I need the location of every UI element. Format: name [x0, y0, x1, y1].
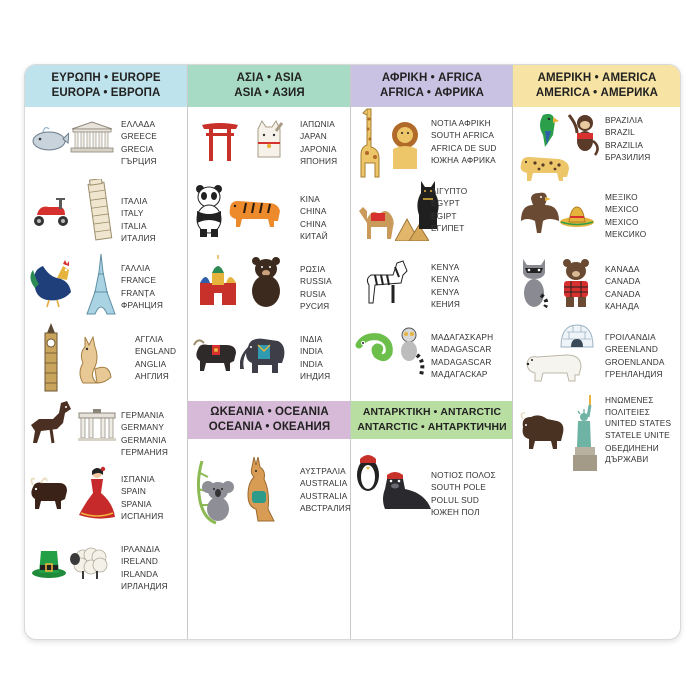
entry-greece — [25, 113, 187, 173]
name-greek: ΒΡΑΖΙΛΙΑ — [605, 115, 643, 125]
name-bulgarian: ИНДИЯ — [300, 370, 331, 381]
bear-icon — [559, 257, 593, 309]
name-romanian: GERMANIA — [121, 434, 167, 445]
jaguar-icon — [517, 151, 573, 183]
names-canada — [605, 263, 640, 312]
name-english: SOUTH AFRICA — [431, 130, 495, 141]
name-romanian: SPANIA — [121, 498, 152, 509]
continents-chart — [24, 64, 681, 640]
name-romanian: FRANȚA — [121, 287, 156, 298]
name-english: FRANCE — [121, 275, 157, 286]
name-english: MADAGASCAR — [431, 344, 492, 355]
name-romanian: CHINA — [300, 218, 327, 229]
names-kenya — [431, 261, 460, 310]
name-bulgarian: ГЪРЦИЯ — [121, 155, 157, 166]
header-line1: ΑΝΤΑΡΚΤΙΚΗ • ANTARCTIC — [362, 407, 502, 418]
header-antarctic — [351, 401, 513, 439]
name-greek: ΚΕΝΥΑ — [431, 262, 460, 272]
name-romanian: GRECIA — [121, 143, 154, 154]
header-europe — [25, 65, 187, 107]
name-romanian: CANADA — [605, 288, 641, 299]
names-egypt — [431, 185, 467, 234]
raccoon-icon — [519, 257, 549, 309]
name-greek: ΓΑΛΛΙΑ — [121, 263, 151, 273]
name-bulgarian: МАДАГАСКАР — [431, 368, 488, 379]
lemur-icon — [395, 327, 425, 377]
header-africa — [351, 65, 513, 107]
name-bulgarian: ГРЕНЛАНДИЯ — [605, 368, 663, 379]
names-united-states — [605, 395, 671, 466]
column-europe — [25, 65, 187, 639]
torii-gate-icon — [202, 121, 238, 161]
name-greek: ΑΙΓΥΠΤΟ — [431, 186, 468, 196]
flamenco-dancer-icon — [77, 465, 117, 521]
entry-italy — [25, 177, 187, 247]
name-bulgarian: АНГЛИЯ — [135, 370, 169, 381]
name-greek: ΡΩΣΙΑ — [300, 264, 326, 274]
name-romanian: INDIA — [300, 358, 323, 369]
name-english: MEXICO — [605, 204, 639, 215]
name-greek: ΑΥΣΤΡΑΛΙΑ — [300, 466, 346, 476]
header-line2: ANTARCTIC • АНТАРКТИЧНИ — [357, 422, 507, 433]
parthenon-icon — [70, 121, 114, 153]
water-buffalo-icon — [190, 335, 240, 373]
names-madagascar — [431, 331, 493, 380]
names-greece — [121, 118, 157, 167]
name-english: ENGLAND — [135, 346, 177, 357]
name-english: INDIA — [300, 346, 323, 357]
header-oceania — [188, 401, 351, 439]
header-line1: ΑΣΙΑ • ASIA — [236, 72, 303, 84]
entry-south-pole — [351, 451, 513, 531]
entry-germany — [25, 395, 187, 461]
name-romanian: MEXICO — [605, 216, 639, 227]
name-bulgarian: КАНАДА — [605, 300, 640, 311]
name-greek: ΜΕΞΙΚΟ — [605, 192, 638, 202]
names-south-pole — [431, 469, 496, 518]
name-greek: ΚΑΝΑΔΑ — [605, 264, 640, 274]
header-line1: ΕΥΡΩΠΗ • EUROPE — [51, 72, 161, 84]
header-line2: ASIA • АЗИЯ — [234, 87, 305, 99]
name-greek: ΝΟΤΙΟΣ ΠΟΛΟΣ — [431, 470, 496, 480]
name-english: BRAZIL — [605, 127, 635, 138]
names-australia — [300, 465, 351, 514]
dog-icon — [27, 399, 75, 449]
names-ireland — [121, 543, 168, 592]
kremlin-cathedral-icon — [196, 255, 240, 307]
name-bulgarian: КИТАЙ — [300, 230, 328, 241]
name-romanian: ITALIA — [121, 220, 147, 231]
name-bulgarian: ОБЕДИНЕНИ ДЪРЖАВИ — [605, 442, 659, 465]
name-bulgarian: БРАЗИЛИЯ — [605, 151, 651, 162]
name-english: SOUTH POLE — [431, 482, 486, 493]
name-bulgarian: ЮЖЕН ПОЛ — [431, 506, 480, 517]
igloo-icon — [559, 323, 595, 349]
name-english: EGYPT — [431, 198, 460, 209]
name-bulgarian: ЮЖНА АФРИКА — [431, 154, 496, 165]
statue-of-liberty-icon — [573, 395, 599, 471]
entry-brazil — [513, 111, 681, 191]
name-greek: ΙΤΑΛΙΑ — [121, 196, 148, 206]
header-line1: ΑΜΕΡΙΚΗ • AMERICA — [537, 72, 657, 84]
names-japan — [300, 118, 337, 167]
name-greek: ΝΟΤΙΑ ΑΦΡΙΚΗ — [431, 118, 491, 128]
names-russia — [300, 263, 332, 312]
fox-icon — [75, 333, 115, 385]
name-english: KENYA — [431, 274, 460, 285]
name-bulgarian: ИСПАНИЯ — [121, 510, 164, 521]
column-america — [512, 65, 681, 639]
entry-spain — [25, 461, 187, 527]
name-romanian: KENYA — [431, 286, 460, 297]
header-line2: EUROPA • ЕВРОПА — [51, 87, 161, 99]
name-english: CHINA — [300, 206, 327, 217]
names-france — [121, 262, 163, 311]
name-english: CANADA — [605, 276, 641, 287]
name-romanian: IRLANDA — [121, 568, 159, 579]
name-english: JAPAN — [300, 131, 327, 142]
names-germany — [121, 409, 168, 458]
name-greek: ΕΛΛΑΔΑ — [121, 119, 156, 129]
whale-icon — [29, 123, 69, 153]
name-greek: ΓΡΟΙΛΑΝΔΙΑ — [605, 332, 656, 342]
name-bulgarian: ФРАНЦИЯ — [121, 299, 163, 310]
polar-bear-icon — [523, 347, 585, 383]
entry-ireland — [25, 531, 187, 597]
lion-icon — [387, 121, 423, 171]
name-romanian: POLUL SUD — [431, 494, 480, 505]
name-english: GREENLAND — [605, 344, 658, 355]
leaning-tower-icon — [85, 179, 117, 241]
sombrero-icon — [559, 205, 595, 227]
kangaroo-icon — [240, 457, 276, 525]
name-bulgarian: АВСТРАЛИЯ — [300, 502, 352, 513]
name-romanian: MADAGASCAR — [431, 356, 492, 367]
name-greek-1: ΗΝΩΜΕΝΕΣ ΠΟΛΙΤΕΙΕΣ — [605, 395, 654, 417]
name-english: GREECE — [121, 131, 157, 142]
header-line2: AMERICA • АМЕРИКА — [535, 87, 659, 99]
entry-mexico — [513, 183, 681, 247]
name-romanian: RUSIA — [300, 288, 327, 299]
entry-south-africa — [351, 107, 513, 179]
name-bulgarian: ИРЛАНДИЯ — [121, 580, 168, 591]
name-bulgarian: ЕГИПЕТ — [431, 222, 465, 233]
name-romanian: BRAZILIA — [605, 139, 644, 150]
name-romanian: STATELE UNITE — [605, 430, 670, 441]
giraffe-icon — [357, 107, 383, 179]
name-greek: ΙΝΔΙΑ — [300, 334, 323, 344]
names-mexico — [605, 191, 646, 240]
entry-russia — [188, 247, 351, 317]
name-greek: ΙΣΠΑΝΙΑ — [121, 474, 155, 484]
entry-greenland — [513, 321, 681, 391]
name-english: AUSTRALIA — [300, 478, 348, 489]
name-english: ITALY — [121, 208, 144, 219]
header-line2: OCEANIA • ОКЕАНИЯ — [208, 421, 331, 433]
name-english: IRELAND — [121, 556, 159, 567]
entry-england — [25, 323, 187, 395]
names-spain — [121, 473, 163, 522]
names-china — [300, 193, 328, 242]
name-romanian: AFRICA DE SUD — [431, 142, 497, 153]
eiffel-tower-icon — [85, 252, 117, 316]
name-bulgarian: ГЕРМАНИЯ — [121, 446, 169, 457]
elephant-icon — [240, 335, 286, 375]
names-south-africa — [431, 117, 497, 166]
name-romanian: ANGLIA — [135, 358, 167, 369]
name-romanian: JAPONIA — [300, 143, 337, 154]
camel-icon — [355, 197, 399, 241]
entry-australia — [188, 457, 351, 537]
name-bulgarian: МЕКСИКО — [605, 228, 647, 239]
header-asia — [188, 65, 351, 107]
names-italy — [121, 195, 156, 244]
parrot-icon — [533, 111, 561, 149]
entry-france — [25, 250, 187, 320]
entry-india — [188, 321, 351, 391]
name-romanian: AUSTRALIA — [300, 490, 348, 501]
leprechaun-hat-icon — [31, 545, 67, 579]
names-england — [135, 333, 176, 382]
header-america — [513, 65, 681, 107]
name-bulgarian: ИТАЛИЯ — [121, 232, 156, 243]
name-romanian: GROENLANDA — [605, 356, 665, 367]
name-greek: ΙΡΛΑΝΔΙΑ — [121, 544, 160, 554]
big-ben-icon — [39, 323, 63, 393]
chameleon-icon — [355, 331, 395, 367]
name-greek: ΓΕΡΜΑΝΙΑ — [121, 410, 165, 420]
name-greek: ΑΓΓΛΙΑ — [135, 334, 164, 344]
koala-icon — [194, 461, 234, 525]
header-line2: AFRICA • АФРИКА — [379, 87, 485, 99]
name-bulgarian: КЕНИЯ — [431, 298, 461, 309]
entry-egypt — [351, 179, 513, 249]
bison-icon — [517, 411, 567, 451]
header-line1: ΑΦΡΙΚΗ • AFRICA — [381, 72, 483, 84]
seal-icon — [375, 469, 433, 513]
name-bulgarian: РУСИЯ — [300, 300, 330, 311]
column-africa — [350, 65, 513, 639]
sheep-icon — [69, 543, 111, 581]
entry-madagascar — [351, 321, 513, 387]
zebra-icon — [363, 259, 413, 307]
entry-united-states — [513, 395, 681, 485]
tiger-icon — [224, 195, 284, 229]
panda-icon — [194, 183, 224, 237]
entry-kenya — [351, 251, 513, 317]
rooster-icon — [29, 258, 77, 308]
brandenburg-gate-icon — [77, 409, 117, 441]
entry-china — [188, 177, 351, 247]
scooter-icon — [29, 195, 73, 229]
bull-icon — [27, 473, 71, 511]
name-english: GERMANY — [121, 422, 165, 433]
bear-icon — [248, 255, 284, 307]
lucky-cat-icon — [254, 119, 284, 161]
name-greek: ΜΑΔΑΓΑΣΚΑΡΗ — [431, 332, 494, 342]
name-english: SPAIN — [121, 486, 147, 497]
names-greenland — [605, 331, 665, 380]
eagle-icon — [519, 187, 561, 235]
name-english: UNITED STATES — [605, 418, 672, 428]
header-line1: ΩΚΕΑΝΙΑ • OCEANIA — [210, 406, 329, 418]
name-bulgarian: ЯПОНИЯ — [300, 155, 338, 166]
name-english: RUSSIA — [300, 276, 332, 287]
name-romanian: EGIPT — [431, 210, 457, 221]
names-brazil — [605, 114, 650, 163]
entry-japan — [188, 113, 351, 175]
name-greek: ΙΑΠΩΝΙΑ — [300, 119, 335, 129]
name-greek: ΚΙΝΑ — [300, 194, 320, 204]
column-asia — [187, 65, 351, 639]
names-india — [300, 333, 330, 382]
entry-canada — [513, 251, 681, 321]
